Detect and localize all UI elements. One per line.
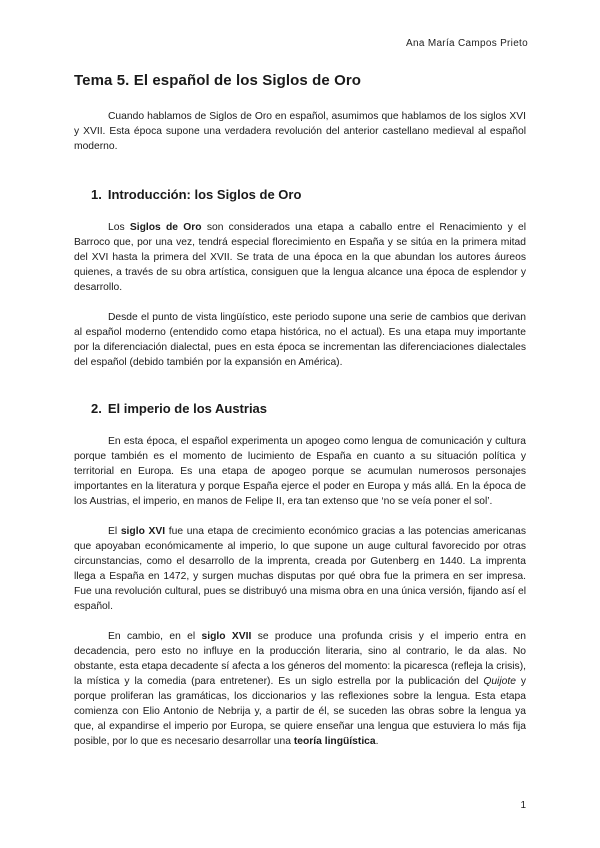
intro-paragraph: Cuando hablamos de Siglos de Oro en español, asumimos que hablamos de los siglos XVI y XVII. Esta época supone una verdadera revolución del anterior castellano medieval al español moderno. (74, 111, 526, 152)
section-title: Introducción: los Siglos de Oro (107, 187, 302, 202)
paragraph (74, 220, 526, 295)
paragraph: Desde el punto de vista lingüístico, este periodo supone una serie de cambios que derivan al español moderno (entendido como etapa histórica, no el actual). Es una etapa muy importante por la diferenciación dialectal, pues en esta época se incrementan las diferenciaciones dialectales del español (debido también por la expansión en América). (74, 312, 526, 368)
text-run: Los (108, 222, 130, 233)
document-title: Tema 5. El español de los Siglos de Oro (74, 72, 362, 89)
bold-term: Siglos de Oro (129, 222, 202, 233)
section-2-heading (91, 401, 526, 416)
bold-term: siglo XVI (120, 526, 166, 537)
text-run: fue una etapa de crecimiento económico gracias a las potencias americanas que apoyaban económicamente al imperio, lo que supone un auge cultural favorecido por otras circunstancias, como el desarrollo de la imprenta, creada por Gutenberg en 1440. La imprenta llega a España en 1472, y surgen muchas disputas por qué obra fue la primera en ser impresa. Fue una revolución cultural, pues se distribuyó una misma obra en una única versión, fijando así el español. (74, 526, 526, 612)
paragraph: En esta época, el español experimenta un apogeo como lengua de comunicación y cultura porque también es el momento de lucimiento de España en cuanto a su situación política y territorial en Europa. Es una etapa de apogeo porque se acumulan numerosos personajes importantes en la literatura y porque España ejerce el poder en Europa y más allá. En la época de los Austrias, el imperio, en manos de Felipe II, era tan extenso que ‘no se veía poner el sol’. (74, 436, 526, 507)
italic-title: Quijote (483, 676, 516, 687)
section-number: 2. (91, 401, 102, 416)
text-run: En cambio, en el (108, 631, 202, 642)
header-author: Ana María Campos Prieto (406, 38, 528, 49)
text-run: El (108, 526, 121, 537)
section-number: 1. (91, 187, 102, 202)
bold-term: teoría lingüística (293, 736, 376, 747)
text-run: . (375, 736, 379, 747)
text-run: se produce una profunda crisis y el imperio entra en decadencia, pero esto no influye en la producción literaria, sino al contrario, le da alas. No obstante, esta etapa decadente sí afecta a los géneros del momento: la picaresca (refleja la crisis), la mística y la comedia (para entretener). Es un siglo estrella por la publicación del (74, 631, 526, 687)
text-run: y porque proliferan las gramáticas, los diccionarios y las reflexiones sobre la lengua. Esta etapa comienza con Elio Antonio de Nebrija y, a partir de él, se suceden las obras sobre la lengua ya que, al expandirse el imperio por Europa, se quiere enseñar una lengua que estuviera lo más fija posible, por lo que es necesario desarrollar una (74, 676, 526, 747)
page-content (74, 72, 526, 764)
section-1-heading (91, 187, 526, 202)
section-title: El imperio de los Austrias (107, 401, 268, 416)
paragraph (74, 524, 526, 614)
paragraph (74, 629, 526, 749)
text-run: son considerados una etapa a caballo entre el Renacimiento y el Barroco que, por una vez, tendrá especial florecimiento en España y se sitúa en la primera mitad del XVI hasta la primera del XVII. Se trata de una época en la que abundan los autores áureos quienes, a través de su obra artística, consiguen que la lengua alcance una época de esplendor y desarrollo. (74, 222, 527, 293)
bold-term: siglo XVII (201, 631, 252, 642)
page-number: 1 (520, 800, 526, 811)
